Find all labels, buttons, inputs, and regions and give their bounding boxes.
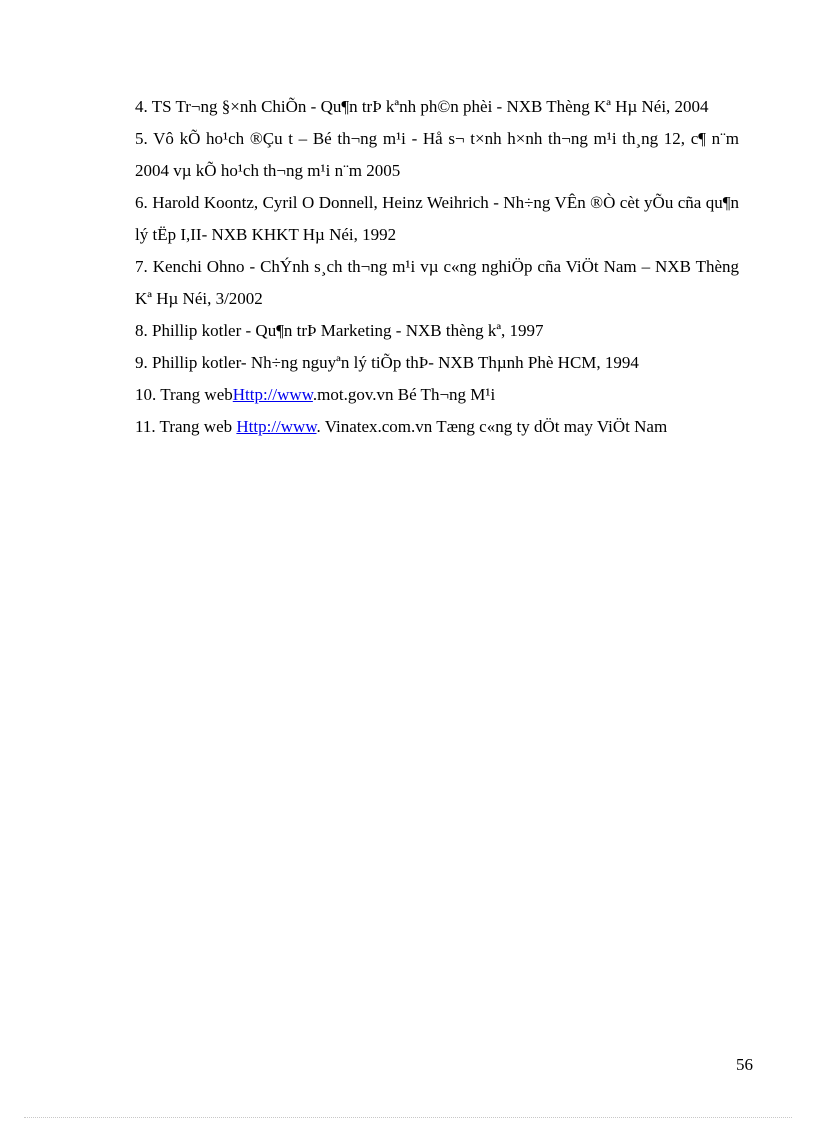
- reference-item-6: 6. Harold Koontz, Cyril O Donnell, Heinz Weihrich - Nh÷ng VÊn ®Ò cèt yÕu cña qu¶n lý tËp I,II- NXB KHKT Hµ Néi, 1992: [135, 193, 739, 244]
- reference-item-8: 8. Phillip kotler - Qu¶n trÞ Marketing - NXB thèng kª, 1997: [135, 321, 544, 340]
- reference-10-link[interactable]: Http://www: [232, 385, 313, 404]
- reference-10-suffix: .mot.gov.vn Bé Th¬ng M¹i: [312, 385, 496, 404]
- reference-item-11: [135, 411, 739, 443]
- reference-list: [135, 91, 739, 443]
- reference-item-4: 4. TS Tr¬ng §×nh ChiÕn - Qu¶n trÞ kªnh ph©n phèi - NXB Thèng Kª Hµ Néi, 2004: [135, 97, 709, 116]
- page-number: 56: [736, 1055, 753, 1074]
- page-bottom-divider: [24, 1117, 792, 1118]
- reference-item-9: 9. Phillip kotler- Nh÷ng nguyªn lý tiÕp thÞ- NXB Thµnh Phè HCM, 1994: [135, 353, 639, 372]
- reference-11-prefix: 11. Trang web: [135, 417, 237, 436]
- reference-11-link[interactable]: Http://www: [236, 417, 317, 436]
- reference-item-5: 5. Vô kÕ ho¹ch ®Çu t – Bé th¬ng m¹i - Hå s¬ t×nh h×nh th¬ng m¹i th¸ng 12, c¶ n¨m 2004 vµ kÕ ho¹ch th¬ng m¹i n¨m 2005: [135, 129, 739, 180]
- reference-10-prefix: 10. Trang web: [135, 385, 233, 404]
- reference-item-7: 7. Kenchi Ohno - ChÝnh s¸ch th¬ng m¹i vµ c«ng nghiÖp cña ViÖt Nam – NXB Thèng Kª Hµ Néi, 3/2002: [135, 257, 739, 308]
- reference-item-10: [135, 379, 739, 411]
- reference-11-suffix: . Vinatex.com.vn Tæng c«ng ty dÖt may ViÖt Nam: [316, 417, 668, 436]
